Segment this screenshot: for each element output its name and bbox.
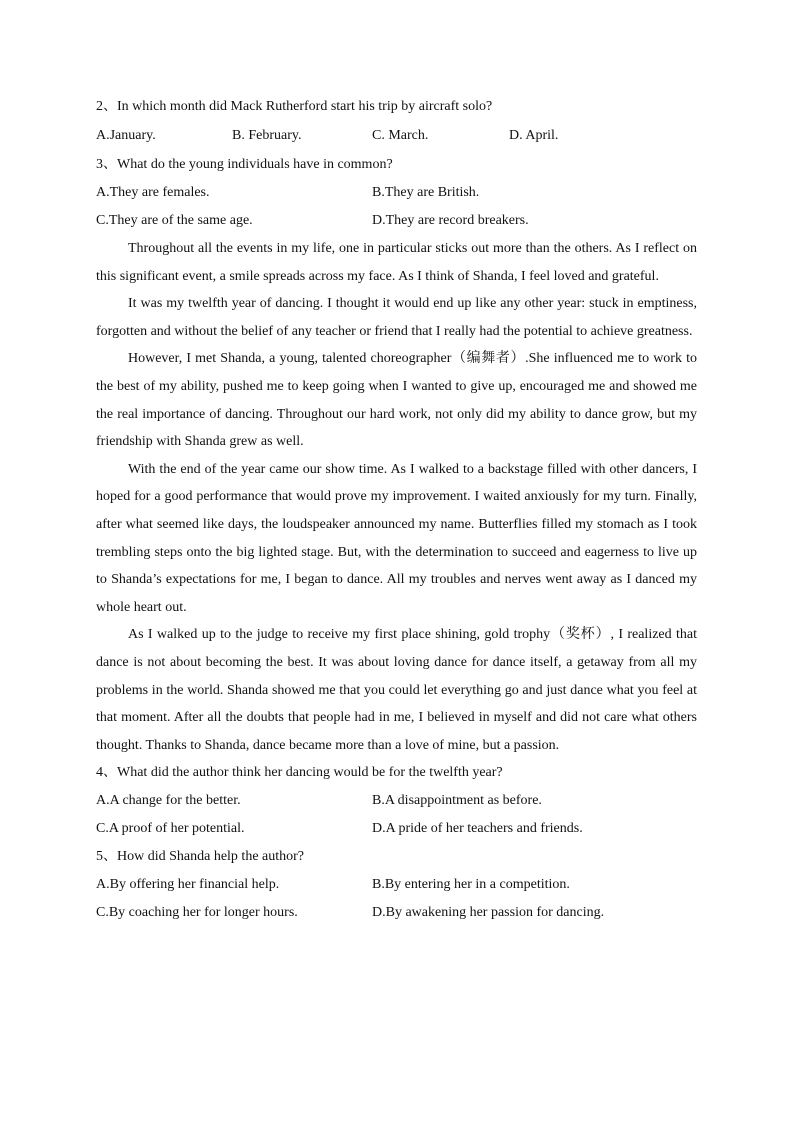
- option-c: C. March.: [372, 128, 429, 143]
- option-d: D. April.: [509, 128, 559, 143]
- question-stem: 3、What do the young individuals have in common?: [96, 157, 393, 172]
- passage-paragraph: It was my twelfth year of dancing. I thought it would end up like any other year: stuck in emptiness, forgotten and without the belief of any teacher or friend that I really had the potential to achieve greatness.: [96, 296, 697, 339]
- reading-passage: [96, 235, 697, 759]
- passage-paragraph: However, I met Shanda, a young, talented choreographer（编舞者）.She influenced me to work to the best of my ability, pushed me to keep going when I wanted to give up, encouraged me and showed me the real importance of dancing. Throughout our hard work, not only did my ability to dance grow, but my friendship with Shanda grew as well.: [96, 351, 697, 450]
- options-row: [96, 871, 697, 899]
- option-a: A.A change for the better.: [96, 793, 241, 809]
- passage-paragraph: As I walked up to the judge to receive my first place shining, gold trophy（奖杯）, I realized that dance is not about becoming the best. It was about loving dance for dance itself, a getaway from all my problems in the world. Shanda showed me that you could let everything go and just dance what you feel at that moment. After all the doubts that people had in me, I believed in myself and did not care what others thought. Thanks to Shanda, dance became more than a love of mine, but a passion.: [96, 627, 697, 753]
- passage-paragraph: Throughout all the events in my life, one in particular sticks out more than the others. As I reflect on this significant event, a smile spreads across my face. As I think of Shanda, I feel loved and grateful.: [96, 241, 697, 284]
- options-row: [96, 787, 697, 815]
- option-c: C.They are of the same age.: [96, 213, 253, 228]
- option-a: A.They are females.: [96, 185, 210, 200]
- option-a: A.By offering her financial help.: [96, 877, 280, 893]
- options-row: [96, 179, 697, 207]
- option-d: D.By awakening her passion for dancing.: [372, 905, 605, 921]
- option-a: A.January.: [96, 128, 156, 143]
- options-row: [96, 207, 697, 235]
- question-stem: 2、In which month did Mack Rutherford start his trip by aircraft solo?: [96, 99, 493, 114]
- option-d: D.A pride of her teachers and friends.: [372, 821, 583, 837]
- passage-paragraph: With the end of the year came our show time. As I walked to a backstage filled with other dancers, I hoped for a good performance that would prove my improvement. I waited anxiously for my turn. Finally, after what seemed like days, the loudspeaker announced my name. Butterflies filled my stomach as I took trembling steps onto the big lighted stage. But, with the determination to succeed and eagerness to live up to Shanda’s expectations for me, I began to dance. All my troubles and nerves went away as I danced my whole heart out.: [96, 461, 697, 615]
- options-row: [96, 815, 697, 843]
- options-row: [96, 899, 697, 927]
- option-b: B. February.: [232, 128, 302, 143]
- option-d: D.They are record breakers.: [372, 213, 529, 228]
- question-3: [96, 151, 697, 235]
- question-5: [96, 843, 697, 927]
- question-stem: 5、How did Shanda help the author?: [96, 849, 305, 865]
- options-row: [96, 121, 697, 151]
- question-4: [96, 759, 697, 843]
- document-page: [96, 93, 697, 927]
- option-b: B.They are British.: [372, 185, 480, 200]
- option-b: B.By entering her in a competition.: [372, 877, 570, 893]
- question-stem: 4、What did the author think her dancing would be for the twelfth year?: [96, 765, 503, 781]
- option-c: C.A proof of her potential.: [96, 821, 245, 837]
- question-2: [96, 93, 697, 151]
- option-b: B.A disappointment as before.: [372, 793, 542, 809]
- option-c: C.By coaching her for longer hours.: [96, 905, 298, 921]
